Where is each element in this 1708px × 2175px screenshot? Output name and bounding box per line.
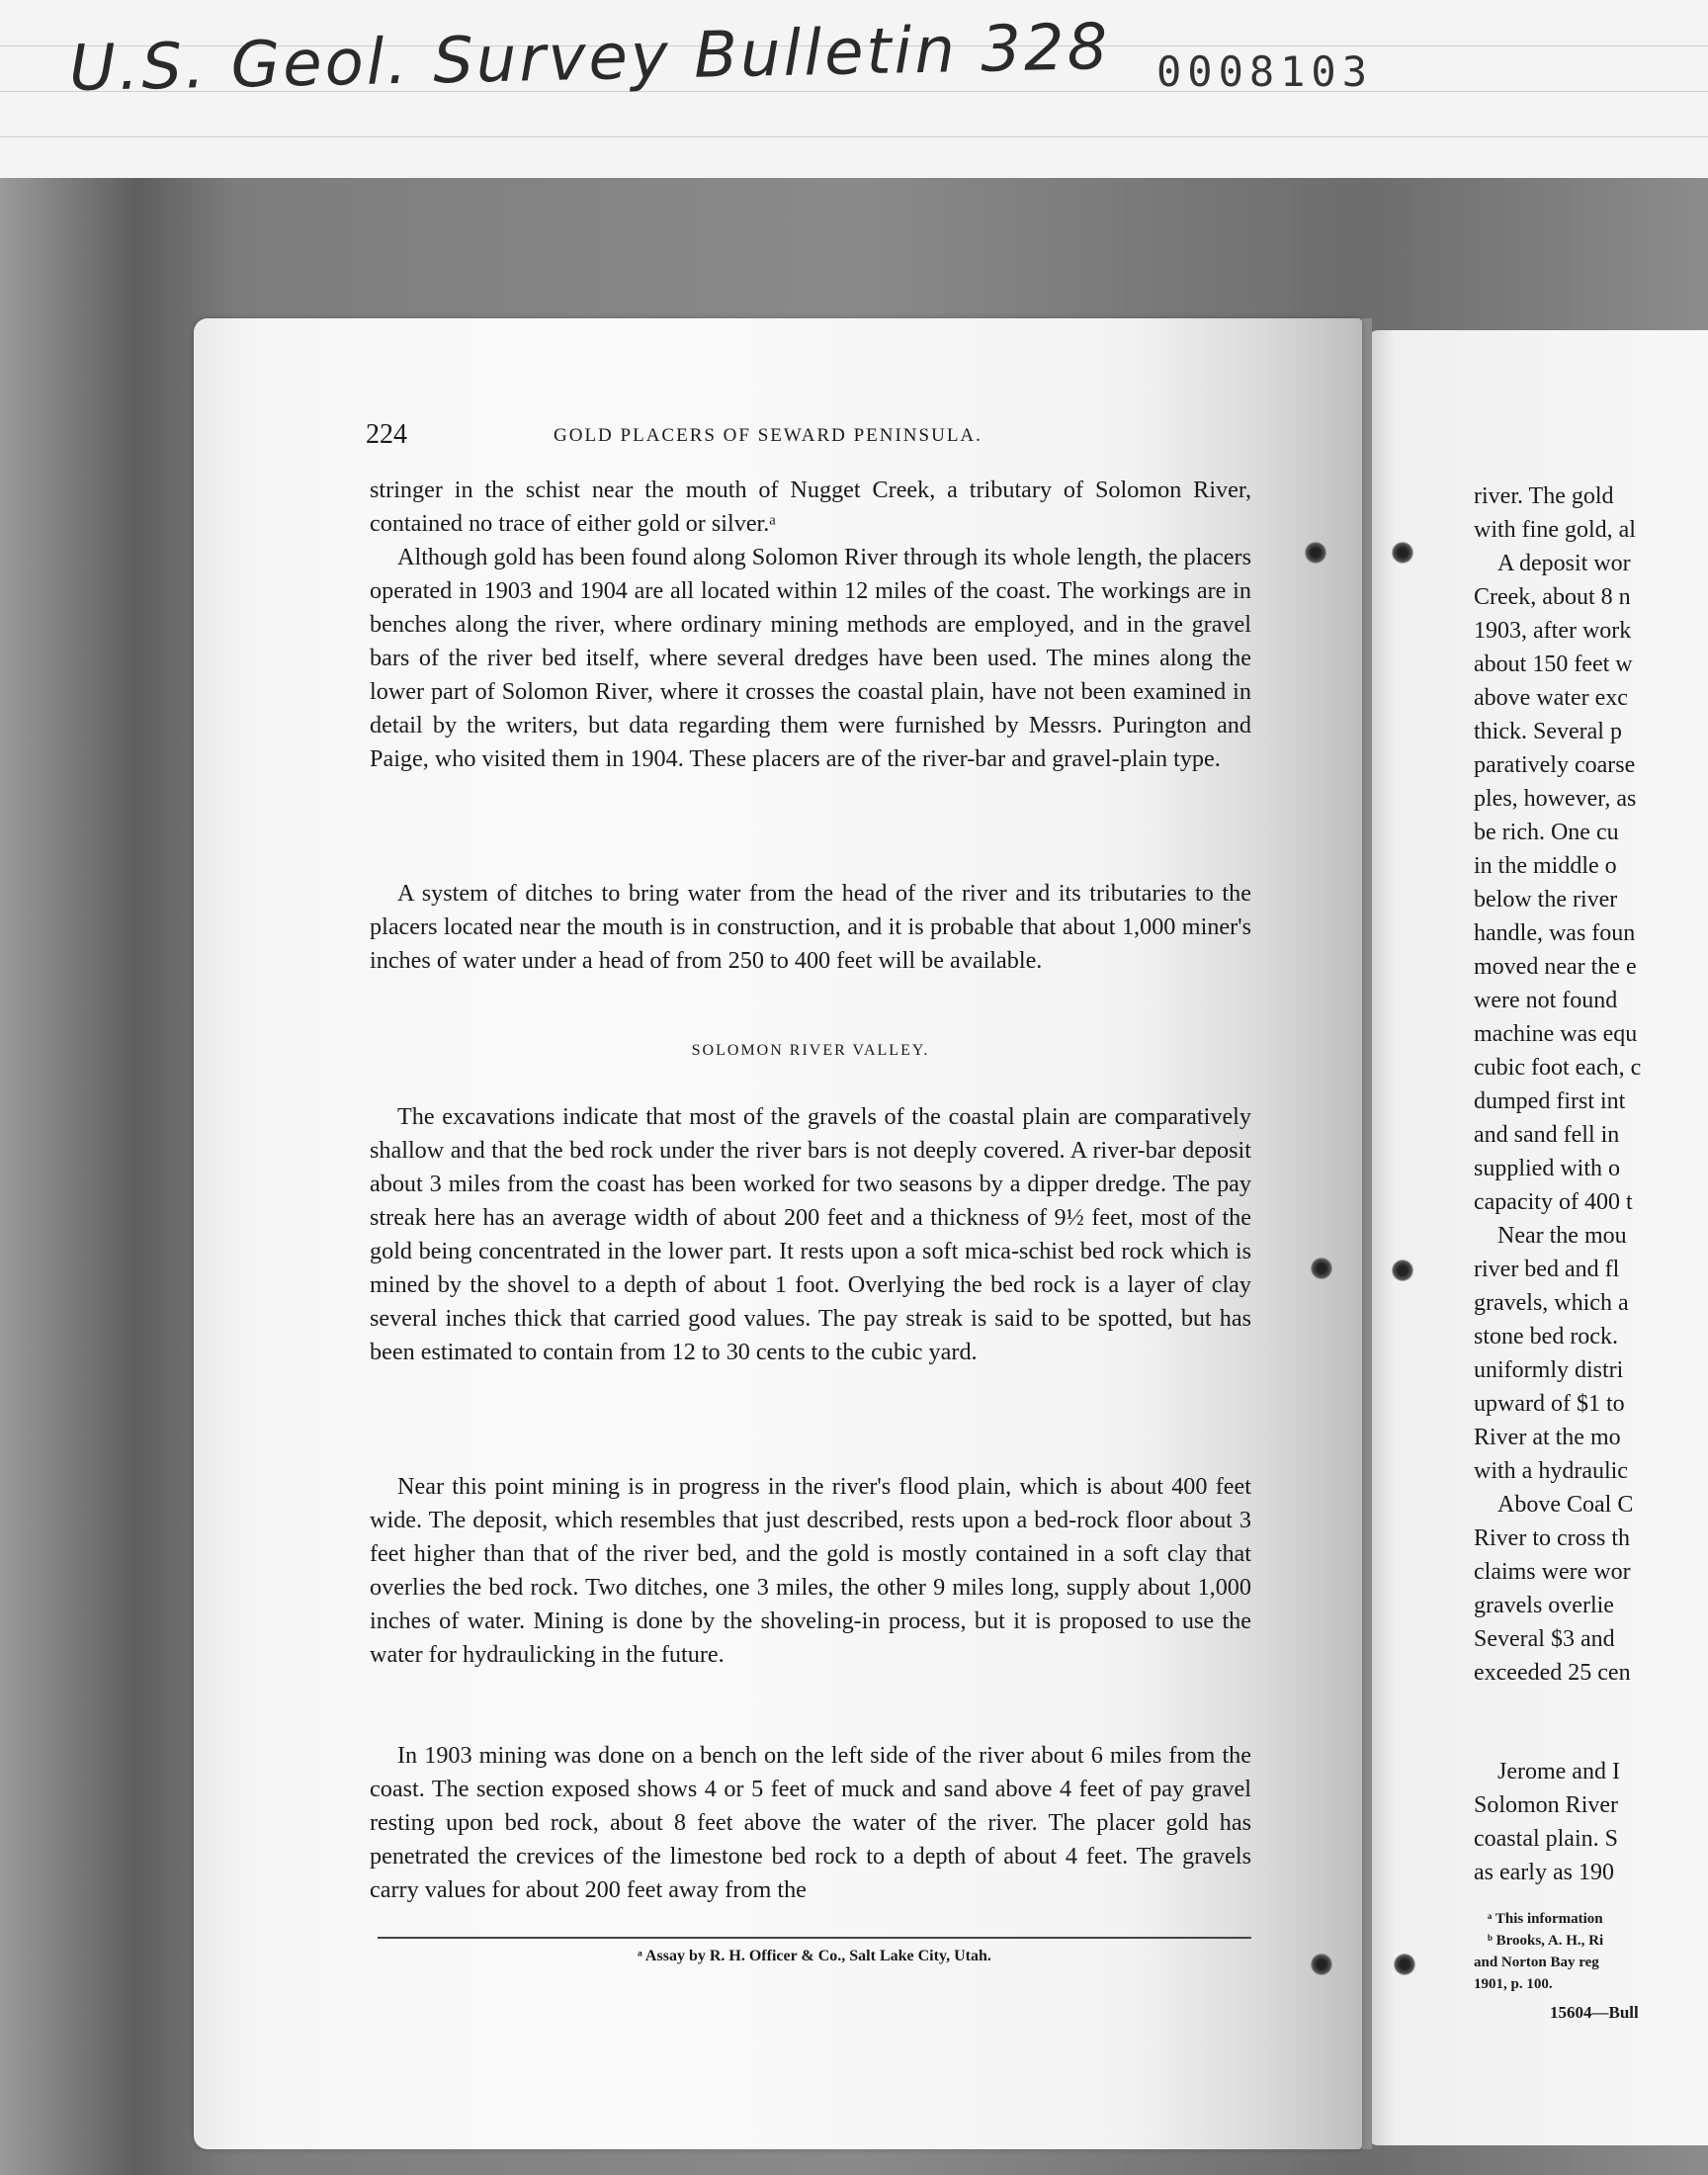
- right-line: Several $3 and: [1474, 1626, 1615, 1652]
- running-title: GOLD PLACERS OF SEWARD PENINSULA.: [554, 425, 982, 446]
- right-line: thick. Several p: [1474, 719, 1622, 744]
- right-line: gravels, which a: [1474, 1290, 1629, 1316]
- binding-hole: [1305, 542, 1326, 564]
- right-line: stone bed rock.: [1474, 1324, 1618, 1349]
- right-line: uniformly distri: [1474, 1357, 1624, 1383]
- right-line: and sand fell in: [1474, 1122, 1620, 1148]
- binding-hole: [1392, 542, 1413, 564]
- right-line: 1903, after work: [1474, 618, 1632, 644]
- print-code: 15604—Bull: [1550, 2003, 1639, 2022]
- right-line: with fine gold, al: [1474, 517, 1636, 543]
- right-footnote: 1901, p. 100.: [1474, 1976, 1553, 1992]
- right-line: Near the mou: [1497, 1223, 1627, 1249]
- right-footnote: ᵃ This information: [1488, 1911, 1603, 1927]
- right-line: below the river: [1474, 887, 1618, 913]
- handwritten-label: U.S. Geol. Survey Bulletin 328: [68, 10, 1112, 107]
- right-line: capacity of 400 t: [1474, 1189, 1633, 1215]
- right-line: upward of $1 to: [1474, 1391, 1625, 1417]
- right-line: cubic foot each, c: [1474, 1055, 1642, 1081]
- right-line: above water exc: [1474, 685, 1628, 711]
- right-line: about 150 feet w: [1474, 652, 1633, 677]
- right-line: river. The gold: [1474, 483, 1614, 509]
- right-line: river bed and fl: [1474, 1257, 1620, 1282]
- right-line: ples, however, as: [1474, 786, 1637, 812]
- binding-hole: [1311, 1258, 1332, 1279]
- page-number: 224: [366, 419, 407, 450]
- binding-hole: [1311, 1954, 1332, 1975]
- stamp-number: 0008103: [1156, 47, 1374, 96]
- right-line: be rich. One cu: [1474, 820, 1619, 845]
- binding-hole: [1394, 1954, 1415, 1975]
- right-line: were not found: [1474, 988, 1618, 1013]
- right-line: A deposit wor: [1497, 551, 1631, 576]
- right-line: coastal plain. S: [1474, 1826, 1618, 1852]
- binding-hole: [1392, 1260, 1413, 1281]
- footnote: ᵃ Assay by R. H. Officer & Co., Salt Lake City, Utah.: [638, 1948, 991, 1964]
- book-gutter: [1362, 318, 1372, 2149]
- right-line: dumped first int: [1474, 1088, 1626, 1114]
- right-line: in the middle o: [1474, 853, 1617, 879]
- right-line: as early as 190: [1474, 1860, 1614, 1885]
- strip-rule: [0, 136, 1708, 137]
- paragraph-excavations: The excavations indicate that most of the gravels of the coastal plain are comparatively shallow and that the bed rock under the river bars is not deeply covered. A river-bar deposit about 3 miles from the coast has been worked for two seasons by a dipper dredge. The pay streak here has an average width of about 200 feet and a thickness of 9½ feet, most of the gold being concentrated in the lower part. It rests upon a soft mica-schist bed rock which is mined by the shovel to a depth of about 1 foot. Overlying the bed rock is a layer of clay several inches thick that carried good values. The pay streak is said to be spotted, but has been estimated to contain from 12 to 30 cents to the cubic yard.: [370, 1103, 1251, 1365]
- right-line: claims were wor: [1474, 1559, 1631, 1585]
- right-line: gravels overlie: [1474, 1593, 1614, 1618]
- paragraph-flood-plain: Near this point mining is in progress in the river's flood plain, which is about 400 feet wide. The deposit, which resembles that just described, rests upon a bed-rock floor about 3 feet higher than that of the river bed, and the gold is mostly contained in a soft clay that overlies the bed rock. Two ditches, one 3 miles, the other 9 miles long, supply about 1,000 inches of water. Mining is done by the shoveling-in process, but it is proposed to use the water for hydraulicking in the future.: [370, 1473, 1251, 1668]
- right-line: Creek, about 8 n: [1474, 584, 1631, 610]
- right-line: supplied with o: [1474, 1156, 1620, 1181]
- right-line: River at the mo: [1474, 1425, 1621, 1450]
- right-line: Above Coal C: [1497, 1492, 1634, 1518]
- right-line: machine was equ: [1474, 1021, 1638, 1047]
- right-line: Jerome and I: [1497, 1759, 1620, 1784]
- right-footnote: and Norton Bay reg: [1474, 1955, 1599, 1970]
- right-line: handle, was foun: [1474, 920, 1636, 946]
- right-page-text-bottom: [1474, 1755, 1701, 1889]
- label-strip: [0, 0, 1708, 181]
- paragraph-gold-locations: Although gold has been found along Solomon River through its whole length, the placers operated in 1903 and 1904 are all located within 12 miles of the coast. The workings are in benches along the river, where ordinary mining methods are employed, and in the gravel bars of the river bed itself, where several dredges have been used. The mines along the lower part of Solomon River, where it crosses the coastal plain, have not been examined in detail by the writers, but data regarding them were furnished by Messrs. Purington and Paige, who visited them in 1904. These placers are of the river-bar and gravel-plain type.: [370, 544, 1251, 772]
- right-line: moved near the e: [1474, 954, 1637, 980]
- right-line: paratively coarse: [1474, 752, 1636, 778]
- right-line: with a hydraulic: [1474, 1458, 1628, 1484]
- paragraph-continued: stringer in the schist near the mouth of Nugget Creek, a tributary of Solomon River, contained no trace of either gold or silver.ᵃ: [370, 477, 1251, 537]
- footnote-rule: [378, 1937, 1251, 1939]
- right-page-text-top: [1474, 479, 1701, 1690]
- paragraph-bench-mining: In 1903 mining was done on a bench on the left side of the river about 6 miles from the coast. The section exposed shows 4 or 5 feet of muck and sand above 4 feet of pay gravel resting upon bed rock, about 8 feet above the water of the river. The placer gold has penetrated the crevices of the limestone bed rock to a depth of about 4 feet. The gravels carry values for about 200 feet away from the: [370, 1742, 1251, 1903]
- right-page-footnotes: [1474, 1908, 1701, 1995]
- right-footnote: ᵇ Brooks, A. H., Ri: [1488, 1933, 1604, 1949]
- right-line: exceeded 25 cen: [1474, 1660, 1631, 1686]
- section-heading: SOLOMON RIVER VALLEY.: [691, 1042, 930, 1059]
- running-head: [366, 419, 1255, 455]
- right-line: Solomon River: [1474, 1792, 1619, 1818]
- paragraph-ditch-system: A system of ditches to bring water from the head of the river and its tributaries to the placers located near the mouth is in construction, and it is probable that about 1,000 miner's inches of water under a head of from 250 to 400 feet will be available.: [370, 880, 1251, 974]
- right-line: River to cross th: [1474, 1525, 1630, 1551]
